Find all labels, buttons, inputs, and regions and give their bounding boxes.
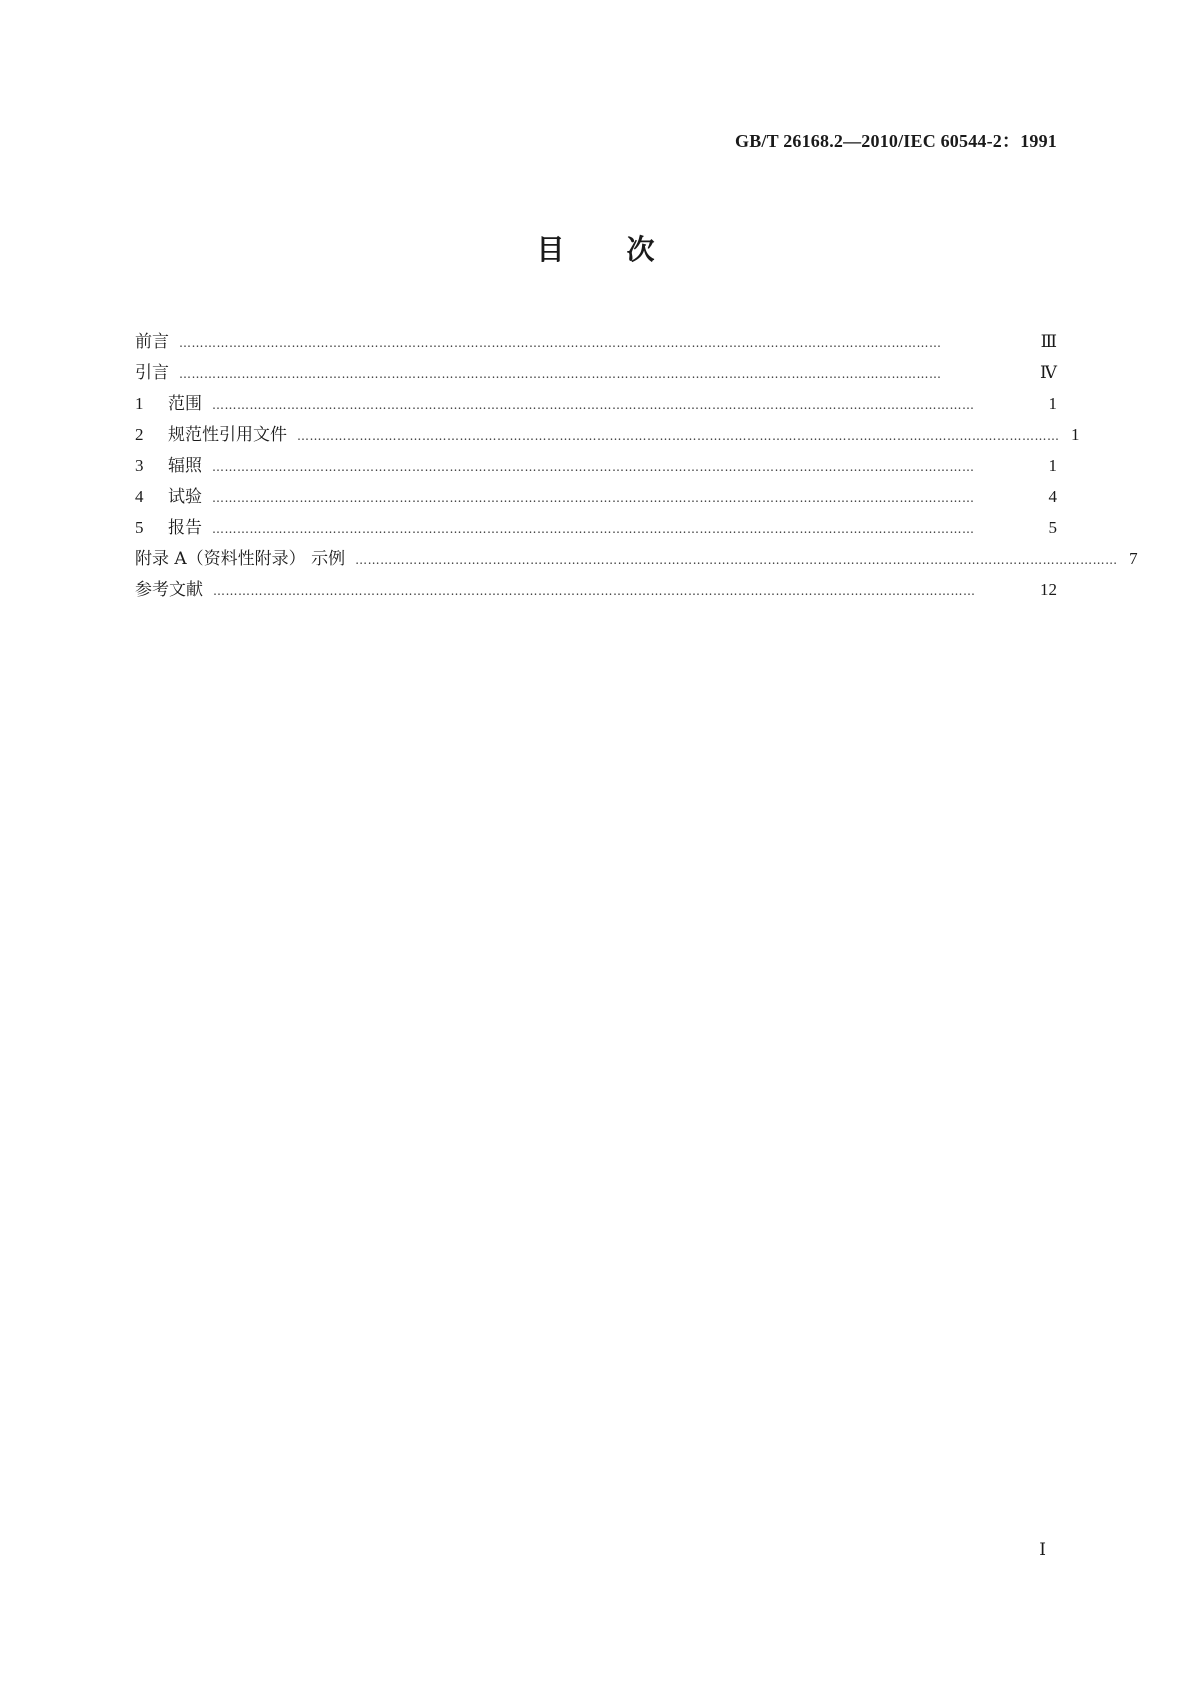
page-number: Ⅰ <box>1039 1540 1046 1559</box>
toc-entry-label: 引言 <box>135 363 169 383</box>
toc-entry-label: 5 报告 <box>135 512 212 544</box>
toc-entry-foreword[interactable] <box>135 326 1057 357</box>
toc-entry-number: 2 <box>135 425 144 444</box>
dot-leader: ………………………………………………………………………………………………………………………………………………………………… <box>355 553 1118 567</box>
toc-entry-page: 7 <box>1129 549 1138 568</box>
toc-entry-page: 12 <box>1040 580 1057 599</box>
toc-entry-page: 1 <box>1048 456 1057 475</box>
table-of-contents <box>135 326 1138 605</box>
toc-entry-label: 1 范围 <box>135 388 212 420</box>
toc-entry-number: 5 <box>135 518 144 537</box>
toc-entry-page: Ⅳ <box>1040 363 1057 382</box>
toc-entry-normative-references[interactable] <box>135 419 1080 450</box>
toc-entry-label: 3 辐照 <box>135 450 212 482</box>
toc-entry-number: 4 <box>135 487 144 506</box>
toc-entry-introduction[interactable] <box>135 357 1057 388</box>
toc-entry-label: 2 规范性引用文件 <box>135 419 297 451</box>
dot-leader: ………………………………………………………………………………………………………………………………………………………………… <box>179 367 942 381</box>
toc-entry-bibliography[interactable] <box>135 574 1057 605</box>
dot-leader: ………………………………………………………………………………………………………………………………………………………………… <box>297 429 1060 443</box>
toc-entry-label: 附录 A（资料性附录） 示例 <box>135 549 346 569</box>
toc-entry-annex-a[interactable] <box>135 543 1138 574</box>
toc-entry-number: 1 <box>135 394 144 413</box>
toc-entry-page: 1 <box>1048 394 1057 413</box>
toc-entry-scope[interactable] <box>135 388 1057 419</box>
toc-entry-report[interactable] <box>135 512 1057 543</box>
toc-entry-irradiation[interactable] <box>135 450 1057 481</box>
toc-title: 目次 <box>536 233 717 266</box>
dot-leader: ………………………………………………………………………………………………………………………………………………………………… <box>212 491 975 505</box>
dot-leader: ………………………………………………………………………………………………………………………………………………………………… <box>212 460 975 474</box>
toc-entry-label: 参考文献 <box>135 580 203 600</box>
toc-entry-page: 5 <box>1048 518 1057 537</box>
dot-leader: ………………………………………………………………………………………………………………………………………………………………… <box>212 398 975 412</box>
toc-entry-label: 前言 <box>135 332 169 352</box>
toc-entry-number: 3 <box>135 456 144 475</box>
standard-code-header: GB/T 26168.2—2010/IEC 60544-2：1991 <box>735 131 1057 151</box>
dot-leader: ………………………………………………………………………………………………………………………………………………………………… <box>213 584 976 598</box>
toc-entry-page: Ⅲ <box>1040 332 1057 351</box>
dot-leader: ………………………………………………………………………………………………………………………………………………………………… <box>212 522 975 536</box>
dot-leader: ………………………………………………………………………………………………………………………………………………………………… <box>179 336 942 350</box>
toc-entry-page: 1 <box>1071 425 1080 444</box>
toc-entry-page: 4 <box>1048 487 1057 506</box>
toc-entry-tests[interactable] <box>135 481 1057 512</box>
toc-entry-label: 4 试验 <box>135 481 212 513</box>
